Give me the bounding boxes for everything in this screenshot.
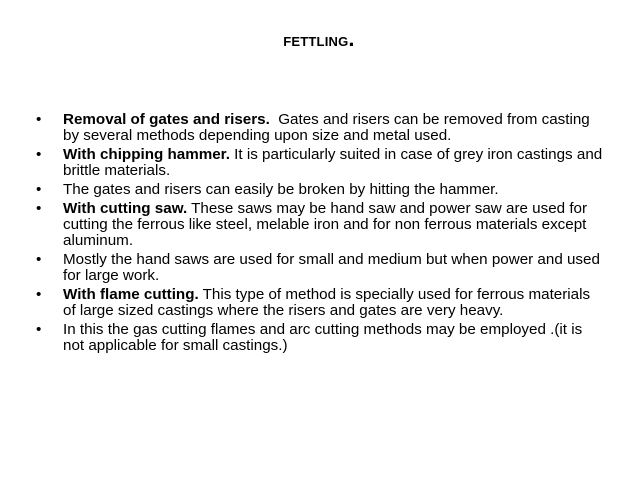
bullet-item (36, 182, 606, 198)
bullet-marker: • (36, 321, 42, 338)
bullet-text: Mostly the hand saws are used for small and medium but when power and used for large work. (63, 251, 600, 284)
slide-title-text: FETTLING (283, 34, 349, 49)
bullet-item (36, 252, 606, 284)
bullet-item (36, 147, 606, 179)
bullet-marker: • (36, 146, 42, 163)
bullet-heading: With chipping hammer. (63, 146, 230, 163)
bullet-text: These saws may be hand saw and power saw are used for cutting the ferrous like steel, melable iron and for non ferrous materials except aluminum. (63, 200, 592, 249)
bullet-heading: With flame cutting. (63, 286, 199, 303)
slide-title-period: . (348, 26, 355, 51)
bullet-marker: • (36, 251, 42, 268)
bullet-item (36, 322, 606, 354)
bullet-text: The gates and risers can easily be broken by hitting the hammer. (63, 181, 499, 198)
bullet-list (36, 112, 606, 357)
bullet-item (36, 201, 606, 249)
bullet-marker: • (36, 111, 42, 128)
slide-title (0, 26, 638, 51)
bullet-marker: • (36, 181, 42, 198)
bullet-text: It is particularly suited in case of grey iron castings and brittle materials. (63, 146, 607, 179)
bullet-heading: Removal of gates and risers. (63, 111, 270, 128)
bullet-marker: • (36, 200, 42, 217)
bullet-text: This type of method is specially used for ferrous materials of large sized castings where the risers and gates are very heavy. (63, 286, 595, 319)
bullet-marker: • (36, 286, 42, 303)
bullet-item (36, 287, 606, 319)
bullet-text: Gates and risers can be removed from casting by several methods depending upon size and metal used. (63, 111, 594, 144)
bullet-item (36, 112, 606, 144)
bullet-heading: With cutting saw. (63, 200, 188, 217)
bullet-text: In this the gas cutting flames and arc cutting methods may be employed .(it is not applicable for small castings.) (63, 321, 583, 354)
